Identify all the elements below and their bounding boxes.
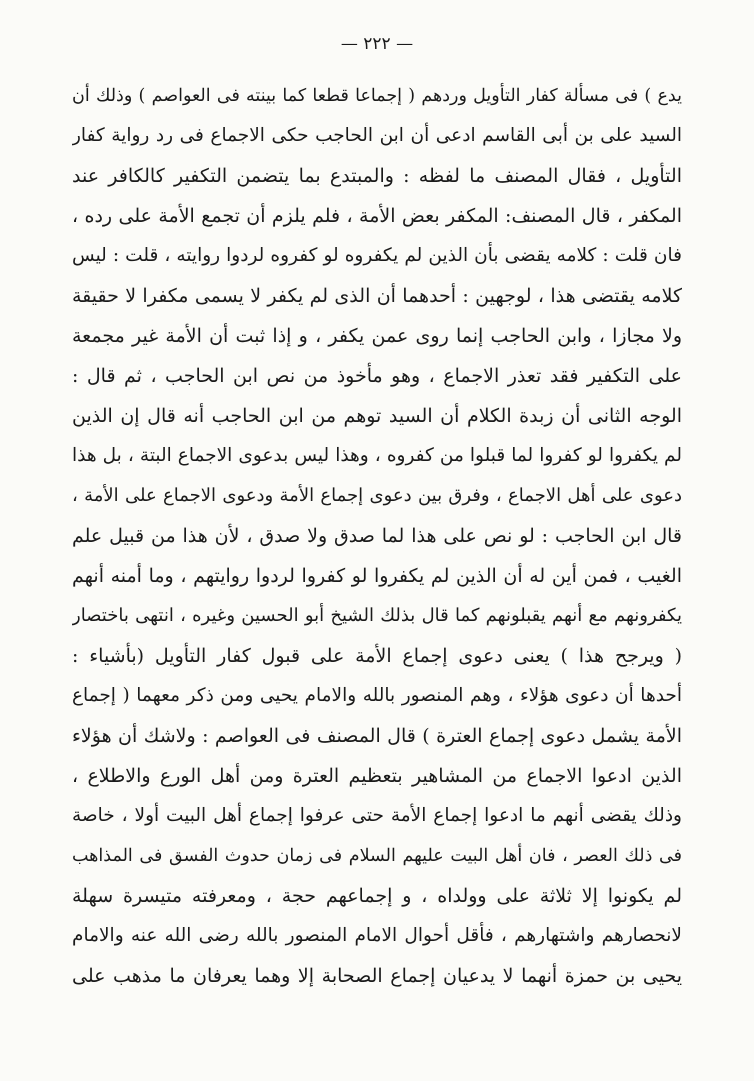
text-line: السيد على بن أبى القاسم ادعى أن ابن الحاجب حكى الاجماع فى رد رواية كفار (72, 125, 682, 146)
text-line: لم يكفروا لو كفروا لما قبلوا من كفروه ، وهذا ليس بدعوى الاجماع البتة ، بل هذا (72, 445, 682, 466)
text-line: الذين ادعوا الاجماع من المشاهير بتعظيم العترة ومن أهل الورع والاطلاع ، (72, 765, 682, 787)
text-line: لم يكونوا إلا ثلاثة على وولداه ، و إجماعهم حجة ، ومعرفته متيسرة سهلة (72, 885, 682, 907)
text-line: يكفرونهم مع أنهم يقبلونهم كما قال بذلك الشيخ أبو الحسين وغيره ، انتهى باختصار (72, 605, 682, 626)
text-line: الغيب ، فمن أين له أن الذين لم يكفروا لو كفروا لردوا روايتهم ، وما أمنه أنهم (72, 565, 682, 587)
text-line: كلامه يقتضى هذا ، لوجهين : أحدهما أن الذى لم يكفر لا يسمى مكفرا لا حقيقة (72, 285, 682, 307)
body-text (72, 76, 682, 996)
text-line: أحدها أن دعوى هؤلاء ، وهم المنصور بالله والامام يحيى ومن ذكر معهما ( إجماع (72, 685, 682, 706)
text-line: على التكفير فقد تعذر الاجماع ، وهو مأخوذ من نص ابن الحاجب ، ثم قال : (72, 365, 682, 387)
text-line: فى ذلك العصر ، فان أهل البيت عليهم السلام فى زمان حدوث الفسق فى المذاهب (72, 846, 682, 866)
text-line: فان قلت : كلامه يقضى بأن الذين لم يكفروه لو كفروه لردوا روايته ، قلت : ليس (72, 245, 682, 266)
text-line: ولا مجازا ، وابن الحاجب إنما روى عمن يكفر ، و إذا ثبت أن الأمة غير مجمعة (72, 325, 682, 347)
text-line: دعوى على أهل الاجماع ، وفرق بين دعوى إجماع الأمة ودعوى الاجماع على الأمة ، (72, 485, 682, 506)
text-line: الأمة يشمل دعوى إجماع العترة ) قال المصنف فى العواصم : ولاشك أن هؤلاء (72, 725, 682, 747)
page-number: — ٢٢٢ — (340, 34, 414, 54)
text-line: ( ويرجح هذا ) يعنى دعوى إجماع الأمة على قبول كفار التأويل (بأشياء : (72, 645, 682, 667)
text-line: يحيى بن حمزة أنهما لا يدعيان إجماع الصحابة إلا وهما يعرفان ما مذهب على (72, 965, 682, 987)
text-line: التأويل ، فقال المصنف ما لفظه : والمبتدع بما يتضمن التكفير كالكافر عند (72, 165, 682, 187)
text-line: قال ابن الحاجب : لو نص على هذا لما صدق ولا صدق ، لأن هذا من قبيل علم (72, 525, 682, 547)
text-line: الوجه الثانى أن زبدة الكلام أن السيد توهم من ابن الحاجب أنه قال إن الذين (72, 405, 682, 427)
text-line: لانحصارهم واشتهارهم ، فأقل أحوال الامام المنصور بالله رضى الله عنه والامام (72, 925, 682, 946)
text-line: يدع ) فى مسألة كفار التأويل وردهم ( إجماعا قطعا كما بينته فى العواصم ) وذلك أن (72, 86, 682, 106)
text-line: وذلك يقضى أنهم ما ادعوا إجماع الأمة حتى عرفوا إجماع أهل البيت أولا ، خاصة (72, 805, 682, 826)
text-line: المكفر ، قال المصنف: المكفر بعض الأمة ، فلم يلزم أن تجمع الأمة على رده ، (72, 205, 682, 227)
